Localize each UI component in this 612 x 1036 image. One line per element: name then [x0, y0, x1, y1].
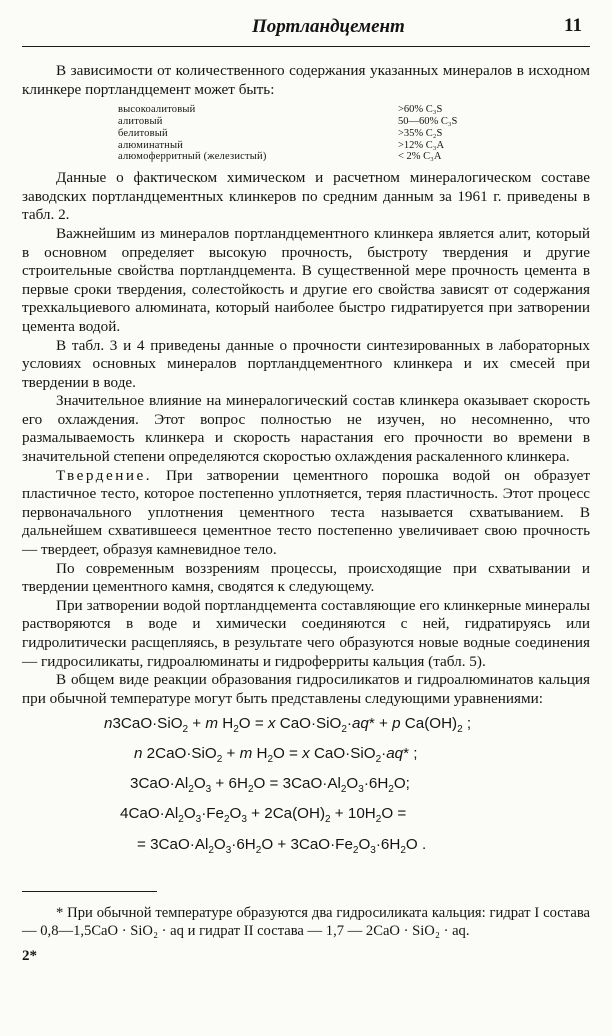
cement-class-row	[118, 140, 590, 152]
cement-class-value: < 2% C₃A	[398, 151, 442, 163]
footnote-rule	[22, 891, 157, 892]
page-body	[22, 62, 590, 965]
equation-4: $4CaO\cdot Al_2O_3\cdot Fe_2O_3 + 2Ca(OH)_2 + 10H_2O$ =	[120, 805, 407, 826]
signature-mark: 2*	[22, 947, 37, 964]
cement-class-value: >35% C₂S	[398, 127, 443, 139]
cement-class-name: алюминатный	[118, 139, 184, 151]
paragraph-7: По современным воззрениям процессы, происходящие при схватывании и твердении цементного камня, сводятся к следующему.	[22, 559, 590, 596]
reaction-equations	[22, 712, 590, 862]
cement-class-name: высокоалитовый	[118, 104, 196, 116]
paragraph-3: Важнейшим из минералов портландцементного клинкера является алит, который в основном определяет высокую прочность, быстроту твердения и другие строительные свойства портландцемента. В существенной мере прочность цемента в первые сроки твердения, солестойкость и другие его свойства зависят от содержания трехкальциевого алюмината, который наиболее быстро гидратируется при затворении цемента водой.	[22, 224, 590, 335]
page-header	[22, 8, 590, 44]
footnote-text: * При обычной температуре образуются два гидросиликата кальция: гидрат I состава — 0,8—1,5CaO · SiO₂ · aq и гидрат II состава — 1,7 — 2CaO · SiO₂ · aq.	[22, 904, 590, 939]
equation-4-continued: = $3CaO\cdot Al_2O_3\cdot 6H_2O + 3CaO\cdot Fe_2O_3\cdot 6H_2O$ .	[137, 835, 427, 856]
paragraph-6-text: При затворении цементного порошка водой он образует пластичное тесто, которое постепенно уплотняется, теряя пластичность. Этот процесс первоначального уплотнения цементного теста называется схватыванием. В дальнейшем схватившееся цементное тесто постепенно увеличивает свою прочность — твердеет, образуя камневидное тело.	[22, 466, 591, 559]
page-number: 11	[564, 15, 582, 36]
paragraph-9: В общем виде реакции образования гидросиликатов и гидроалюминатов кальция при обычной температуре могут быть представлены следующими уравнениями:	[22, 671, 590, 707]
cement-class-value: >12% C₃A	[398, 139, 445, 151]
equation-2: n 2CaO·SiO$_2$ + m $H_2O = x$ CaO·SiO$_2$·aq* ;	[134, 745, 418, 766]
cement-classes-list	[118, 104, 590, 163]
cement-class-value: >60% C₃S	[398, 104, 443, 116]
paragraph-8: При затворении водой портландцемента составляющие его клинкерные минералы растворяются в воде и химически соединяются с ней, гидратируясь или гидролитически расщепляясь, в результате чего образуются новые водные соединения — гидросиликаты, гидроалюминаты и гидроферриты кальция (табл. 5).	[22, 596, 590, 670]
paragraph-6	[22, 467, 590, 560]
cement-class-row	[118, 128, 590, 140]
cement-class-name: алитовый	[118, 115, 163, 127]
cement-class-row	[118, 116, 590, 128]
paragraph-5: Значительное влияние на минералогический состав клинкера оказывает скорость его охлаждения. Этот вопрос полностью не изучен, но несомненно, что размалываемость клинкера и скорость нарастания его прочности во времени в значительной степени определяются скоростью охлаждения раскаленного клинкера.	[22, 392, 590, 466]
paragraph-4: В табл. 3 и 4 приведены данные о прочности синтезированных в лабораторных условиях основных минералов портландцементного клинкера и их смесей при твердении в воде.	[22, 336, 590, 391]
paragraph-2: Данные о фактическом химическом и расчетном минералогическом составе заводских портландцементных клинкеров по средним данным за 1961 г. приведены в табл. 2.	[22, 169, 590, 224]
footnote	[22, 904, 590, 940]
section-heading-hardening: Твердение.	[56, 466, 152, 484]
running-title: Портландцемент	[252, 16, 405, 37]
cement-class-name: алюмоферритный (железистый)	[118, 151, 267, 163]
header-rule	[22, 46, 590, 47]
cement-class-name: белитовый	[118, 127, 168, 139]
cement-class-row	[118, 151, 590, 163]
cement-class-row	[118, 104, 590, 116]
equation-1: n3CaO·SiO$_2$ + m $H_2O = x$ CaO·SiO$_2$·aq* + p $Ca(OH)_2$ ;	[104, 715, 472, 736]
equation-3: $3CaO\cdot Al_2O_3 + 6H_2O = 3CaO\cdot Al_2O_3\cdot 6H_2O$;	[130, 775, 410, 796]
cement-class-value: 50—60% C₃S	[398, 115, 458, 127]
paragraph-1: В зависимости от количественного содержания указанных минералов в исходном клинкере портландцемент может быть:	[22, 62, 590, 98]
